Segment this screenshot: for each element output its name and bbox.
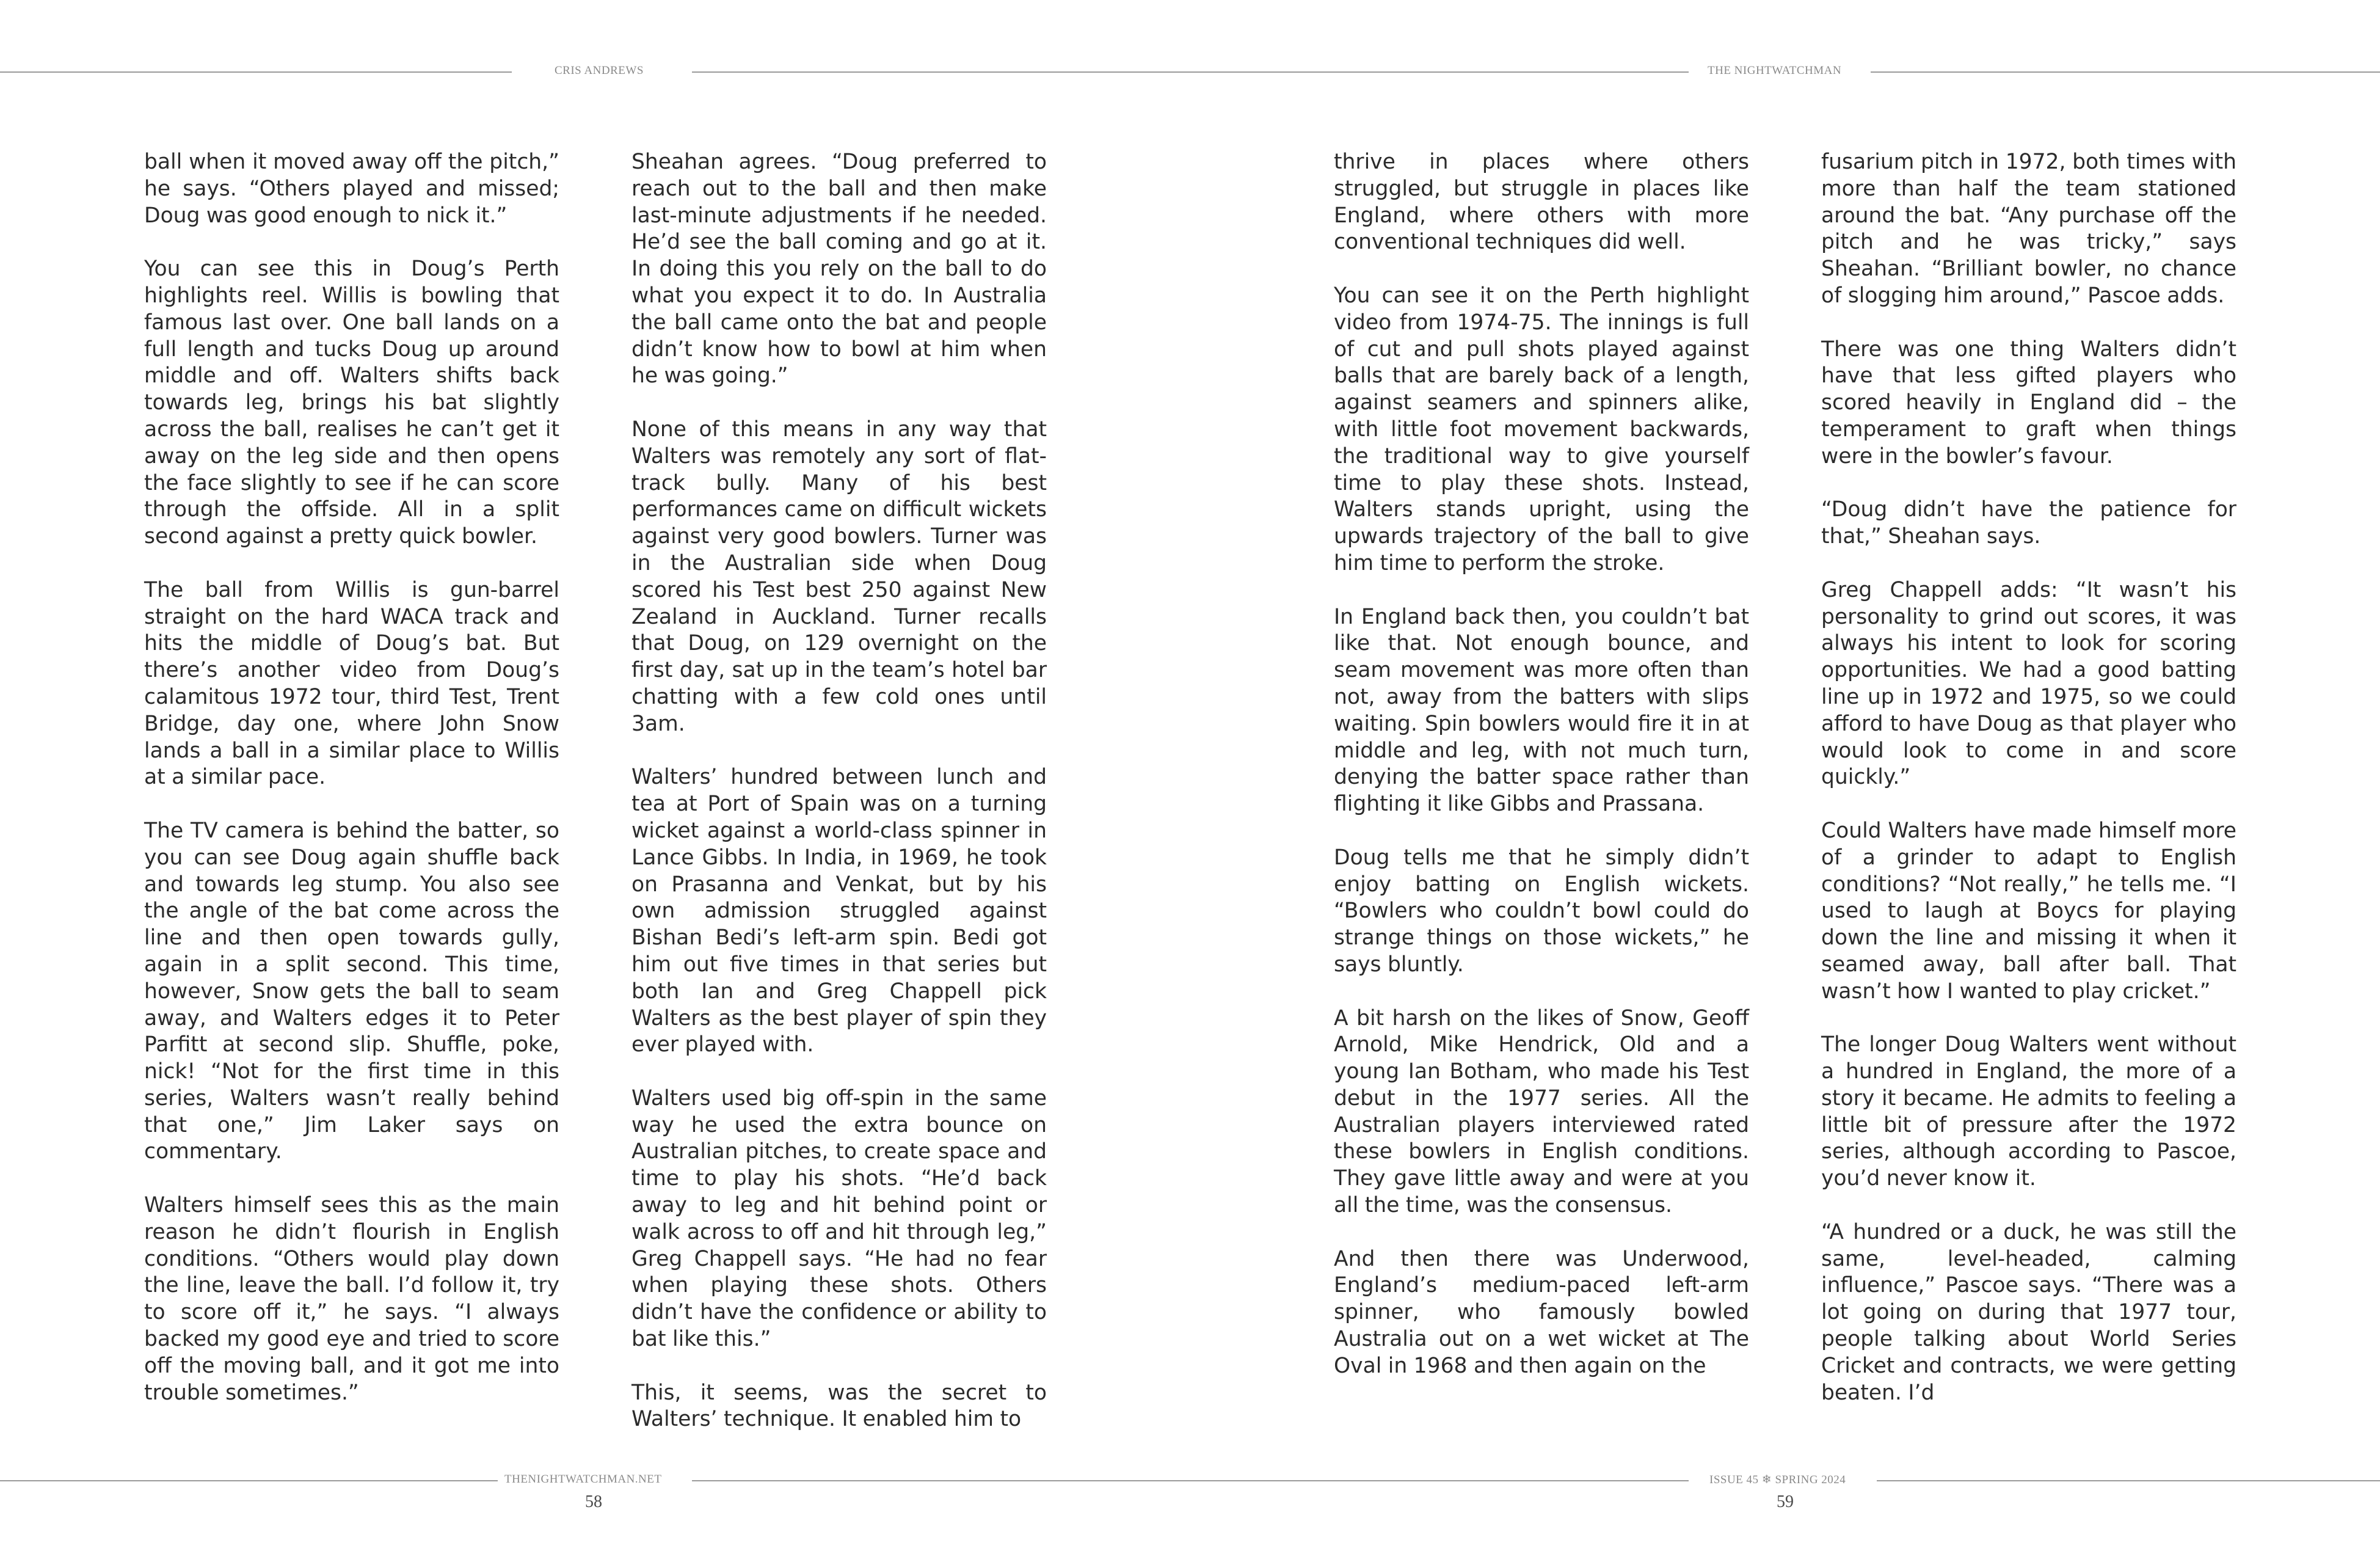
paragraph: thrive in places where others struggled, but struggle in places like England, where others with more conventional techniques did well.	[1334, 150, 1749, 255]
page-59-column-1	[1334, 149, 1749, 1380]
footer-rule-left-outer	[0, 1480, 498, 1481]
header-rule-center	[692, 71, 1689, 73]
paragraph: “A hundred or a duck, he was still the same, level-headed, calming influence,” Pascoe says. “There was a lot going on during that 1977 tour, people talking about World Series Cricket and contracts, we were getting beaten. I’d	[1821, 1219, 2236, 1405]
paragraph: In England back then, you couldn’t bat like that. Not enough bounce, and seam movement was more often than not, away from the batters with slips waiting. Spin bowlers would fire it in at middle and leg, with not much turn, denying the batter space rather than flighting it like Gibbs and Prassana.	[1334, 604, 1749, 817]
paragraph: Walters’ hundred between lunch and tea at Port of Spain was on a turning wicket against a world-class spinner in Lance Gibbs. In India, in 1969, he took on Prasanna and Venkat, but by his own admission struggled against Bishan Bedi’s left-arm spin. Bedi got him out five times in that series but both Ian and Greg Chappell pick Walters as the best player of spin they ever played with.	[631, 765, 1047, 1057]
header-rule-left-outer	[0, 71, 512, 73]
running-head-magazine: THE NIGHTWATCHMAN	[1708, 64, 1842, 77]
paragraph: Greg Chappell adds: “It wasn’t his personality to grind out scores, it was always his intent to look for scoring opportunities. We had a good batting line up in 1972 and 1975, so we could afford to have Doug as that player who would look to come in and score quickly.”	[1821, 577, 2236, 790]
footer-rule-center	[692, 1480, 1689, 1481]
paragraph: A bit harsh on the likes of Snow, Geoff Arnold, Mike Hendrick, Old and a young Ian Botham, who made his Test debut in the 1977 series. All the Australian players interviewed rated these bowlers in English conditions. They gave little away and were at you all the time, was the consensus.	[1334, 1005, 1749, 1218]
footer-rule-right-outer	[1877, 1480, 2380, 1481]
page-number-right: 59	[1777, 1492, 1794, 1511]
paragraph: “Doug didn’t have the patience for that,” Sheahan says.	[1821, 497, 2236, 549]
paragraph: You can see it on the Perth highlight video from 1974-75. The innings is full of cut and pull shots played against balls that are barely back of a length, against seamers and spinners alike, with little foot movement backwards, the traditional way to give yourself time to play these shots. Instead, Walters stands upright, using the upwards trajectory of the ball to give him time to perform the stroke.	[1334, 283, 1749, 575]
paragraph: Walters used big off-spin in the same way he used the extra bounce on Australian pitches, to create space and time to play his shots. “He’d back away to leg and hit behind point or walk across to off and hit through leg,” Greg Chappell says. “He had no fear when playing these shots. Others didn’t have the confidence or ability to bat like this.”	[631, 1086, 1047, 1352]
running-head-author: CRIS ANDREWS	[555, 64, 644, 77]
paragraph: The TV camera is behind the batter, so you can see Doug again shuffle back and towards leg stump. You also see the angle of the bat come across the line and then open towards gully, again in a split second. This time, however, Snow gets the ball to seam away, and Walters edges it to Peter Parfitt at second slip. Shuffle, poke, nick! “Not for the first time in this series, Walters wasn’t really behind that one,” Jim Laker says on commentary.	[144, 818, 559, 1164]
page-number-left: 58	[585, 1492, 602, 1511]
paragraph: You can see this in Doug’s Perth highlights reel. Willis is bowling that famous last over. One ball lands on a full length and tucks Doug up around middle and off. Walters shifts back towards leg, brings his bat slightly across the ball, realises he can’t get it away on the leg side and then opens the face slightly to see if he can score through the offside. All in a split second against a pretty quick bowler.	[144, 257, 559, 549]
page-58-column-1	[144, 149, 559, 1406]
paragraph: The longer Doug Walters went without a hundred in England, the more of a story it became. He admits to feeling a little bit of pressure after the 1972 series, although according to Pascoe, you’d never know it.	[1821, 1032, 2236, 1191]
paragraph: fusarium pitch in 1972, both times with more than half the team stationed around the bat. “Any purchase off the pitch and he was tricky,” says Sheahan. “Brilliant bowler, no chance of slogging him around,” Pascoe adds.	[1821, 150, 2236, 308]
page-59-column-2	[1821, 149, 2236, 1406]
paragraph: None of this means in any way that Walters was remotely any sort of flat-track bully. Many of his best performances came on difficult wickets against very good bowlers. Turner was in the Australian side when Doug scored his Test best 250 against New Zealand in Auckland. Turner recalls that Doug, on 129 overnight on the first day, sat up in the team’s hotel bar chatting with a few cold ones until 3am.	[631, 417, 1047, 736]
footer-website: THENIGHTWATCHMAN.NET	[504, 1473, 662, 1486]
header-rule-right-outer	[1871, 71, 2380, 73]
paragraph: Could Walters have made himself more of a grinder to adapt to English conditions? “Not really,” he tells me. “I used to laugh at Boycs for playing down the line and missing it when it seamed away, ball after ball. That wasn’t how I wanted to play cricket.”	[1821, 818, 2236, 1004]
paragraph: ball when it moved away off the pitch,” he says. “Others played and missed; Doug was good enough to nick it.”	[144, 150, 559, 228]
paragraph: There was one thing Walters didn’t have that less gifted players who scored heavily in England did – the temperament to graft when things were in the bowler’s favour.	[1821, 337, 2236, 469]
paragraph: Doug tells me that he simply didn’t enjoy batting on English wickets. “Bowlers who couldn’t bowl could do strange things on those wickets,” he says bluntly.	[1334, 845, 1749, 977]
paragraph: Sheahan agrees. “Doug preferred to reach out to the ball and then make last-minute adjustments if he needed. He’d see the ball coming and go at it. In doing this you rely on the ball to do what you expect it to do. In Australia the ball came onto the bat and people didn’t know how to bowl at him when he was going.”	[631, 150, 1047, 389]
paragraph: Walters himself sees this as the main reason he didn’t flourish in English conditions. “Others would play down the line, leave the ball. I’d follow it, try to score off it,” he says. “I always backed my good eye and tried to score off the moving ball, and it got me into trouble sometimes.”	[144, 1193, 559, 1405]
paragraph: This, it seems, was the secret to Walters’ technique. It enabled him to	[631, 1380, 1047, 1432]
footer-issue: ISSUE 45 ❄ SPRING 2024	[1709, 1473, 1846, 1486]
paragraph: And then there was Underwood, England’s medium-paced left-arm spinner, who famously bowled Australia out on a wet wicket at The Oval in 1968 and then again on the	[1334, 1246, 1749, 1378]
page-58-column-2	[631, 149, 1047, 1433]
paragraph: The ball from Willis is gun-barrel straight on the hard WACA track and hits the middle of Doug’s bat. But there’s another video from Doug’s calamitous 1972 tour, third Test, Trent Bridge, day one, where John Snow lands a ball in a similar place to Willis at a similar pace.	[144, 577, 559, 790]
